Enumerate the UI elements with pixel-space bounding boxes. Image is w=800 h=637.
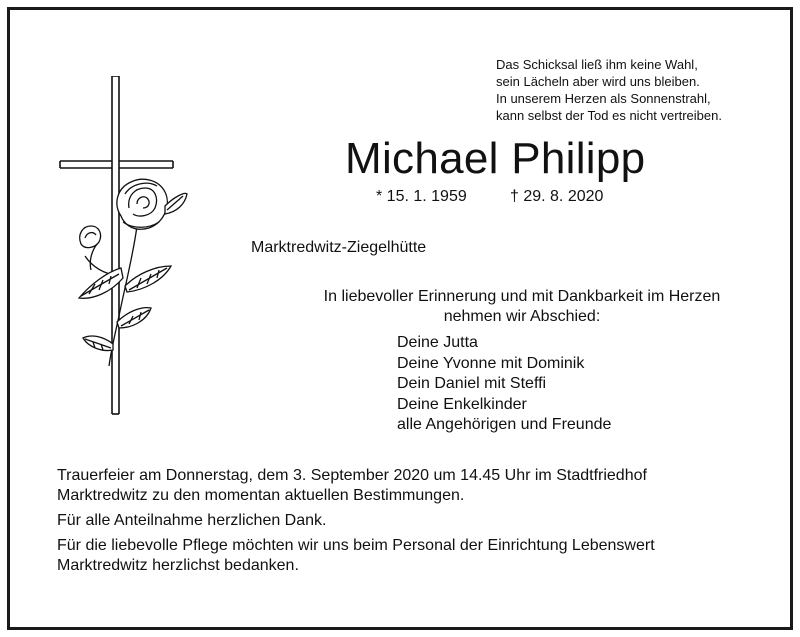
- farewell-line: nehmen wir Abschied:: [443, 308, 601, 325]
- footer-notes: [57, 466, 757, 581]
- funeral-line: Trauerfeier am Donnerstag, dem 3. September 2020 um 14.45 Uhr im Stadtfriedhof: [57, 467, 647, 484]
- poem-line: Das Schicksal ließ ihm keine Wahl,: [496, 57, 698, 72]
- mourners-list: [397, 333, 611, 436]
- poem-line: kann selbst der Tod es nicht vertreiben.: [496, 108, 722, 123]
- poem-line: In unserem Herzen als Sonnenstrahl,: [496, 91, 711, 106]
- cross-icon: [60, 76, 173, 414]
- birth-date: * 15. 1. 1959: [376, 188, 467, 205]
- mourner-item: Deine Yvonne mit Dominik: [397, 354, 585, 372]
- mourner-item: Deine Enkelkinder: [397, 395, 527, 413]
- residence-place: Marktredwitz-Ziegelhütte: [251, 239, 427, 256]
- deceased-name: Michael Philipp: [345, 134, 646, 183]
- thanks-line: Für alle Anteilnahme herzlichen Dank.: [57, 512, 327, 529]
- mourner-item: alle Angehörigen und Freunde: [397, 416, 612, 433]
- farewell-line: In liebevoller Erinnerung und mit Dankbarkeit im Herzen: [323, 288, 721, 305]
- rose-icon: [79, 179, 187, 366]
- care-line: Für die liebevolle Pflege möchten wir uns beim Personal der Einrichtung Lebenswert: [57, 537, 655, 554]
- funeral-line: Marktredwitz zu den momentan aktuellen Bestimmungen.: [57, 487, 465, 504]
- poem-verse: [496, 56, 756, 124]
- cross-with-rose: [55, 76, 195, 416]
- death-date: † 29. 8. 2020: [510, 188, 604, 205]
- thanks-notice: [57, 511, 757, 531]
- farewell-text: [282, 287, 762, 327]
- mourner-item: Deine Jutta: [397, 334, 478, 351]
- funeral-notice: [57, 466, 757, 506]
- mourner-item: Dein Daniel mit Steffi: [397, 375, 547, 392]
- care-notice: [57, 536, 757, 576]
- care-line: Marktredwitz herzlichst bedanken.: [57, 557, 299, 574]
- poem-line: sein Lächeln aber wird uns bleiben.: [496, 74, 700, 89]
